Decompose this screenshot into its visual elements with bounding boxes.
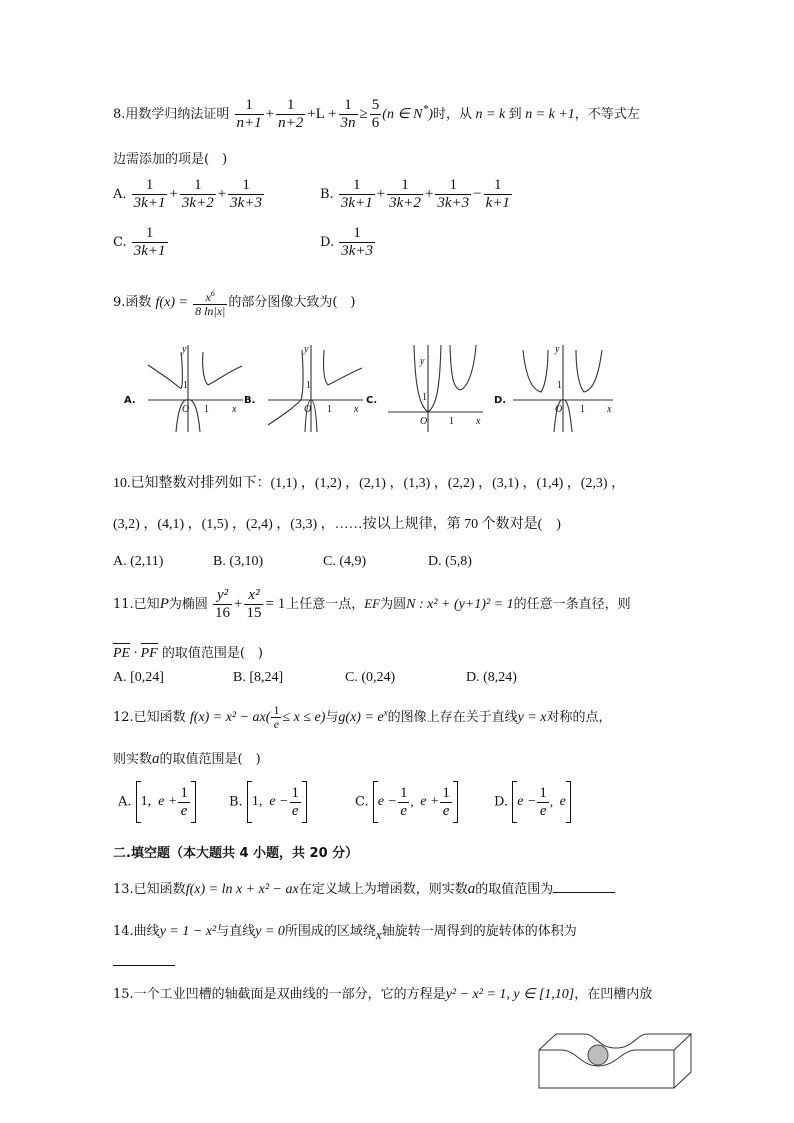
q10-line1: 10.已知整数对排列如下：(1,1) ，(1,2) ，(2,1) ，(1,3) ，(2,2) ，(3,1) ，(1,4) ，(2,3) ， xyxy=(113,476,626,491)
svg-text:O: O xyxy=(555,404,563,415)
q11-line2: PE · PF 的取值范围是( ) xyxy=(113,646,264,661)
q11-option-b: B. [8,24] xyxy=(233,670,284,685)
q10-option-d: D. (5,8) xyxy=(428,554,472,569)
svg-text:x: x xyxy=(476,416,481,427)
svg-text:1: 1 xyxy=(204,404,209,415)
q8-line2: 边需添加的项是( ) xyxy=(113,152,228,167)
svg-text:y: y xyxy=(420,356,425,367)
q9-stem: 9.函数 f(x) = $\frac{x^6}{8 \ln|x|}$ 的部分图像大致为( ) xyxy=(113,289,356,318)
graph-label-b: B. xyxy=(244,395,256,406)
q13: 13.已知函数f(x) = ln x + x² − ax在定义域上为增函数，则实数a的取值范围为 xyxy=(113,878,615,898)
frac-1-n2: $\frac{1}{n+2}$ xyxy=(278,97,304,131)
q10-option-b: B. (3,10) xyxy=(213,554,264,569)
q12-line2: 则实数a的取值范围是( ) xyxy=(113,751,261,767)
graph-label-c: C. xyxy=(366,395,378,406)
q8-option-c: C. $\frac{1}{3k+1}$ xyxy=(113,225,166,259)
svg-text:y: y xyxy=(304,344,309,355)
q8-line1: 8.用数学归纳法证明 $\frac{1}{n+1}$ + $\frac{1}{n+2}$ +L + $\frac{1}{3n}$ ≥ $\frac{5}{6}$ (n ∈ N*)时，从 n = k 到 n = k +1，不等式左 xyxy=(113,97,640,131)
q12-option-c: C. e − $\frac{1}{e}$ , e + $\frac{1}{e}$ xyxy=(355,781,458,823)
frac-1-n1: $\frac{1}{n+1}$ xyxy=(236,97,262,131)
section-heading: 二.填空题（本大题共 4 小题，共 20 分） xyxy=(113,846,359,861)
q14: 14.曲线y = 1 − x²与直线y = 0所围成的区域绕x轴旋转一周得到的旋转体的体积为 xyxy=(113,924,577,942)
svg-text:1: 1 xyxy=(306,380,311,391)
graph-label-d: D. xyxy=(494,395,507,406)
svg-text:y: y xyxy=(182,344,187,355)
svg-text:O: O xyxy=(304,404,312,415)
svg-text:1: 1 xyxy=(327,404,332,415)
svg-text:y: y xyxy=(555,344,560,355)
q11-option-d: D. (8,24) xyxy=(466,670,517,685)
svg-text:1: 1 xyxy=(449,416,454,427)
q12-option-d: D. e − $\frac{1}{e}$ , e xyxy=(494,781,571,823)
svg-text:1: 1 xyxy=(580,404,585,415)
q8-option-a: A. $\frac{1}{3k+1}$ + $\frac{1}{3k+2}$ + $\frac{1}{3k+3}$ xyxy=(113,177,262,211)
svg-text:x: x xyxy=(232,404,237,415)
q12-option-a: A. 1, e + $\frac{1}{e}$ xyxy=(118,781,196,823)
svg-text:O: O xyxy=(420,416,428,427)
svg-text:1: 1 xyxy=(557,380,562,391)
q10-line2: (3,2) ，(4,1) ，(1,5) ，(2,4) ，(3,3) ，……按以上规律，第 70 个数对是( ) xyxy=(113,517,561,532)
q15: 15.一个工业凹槽的轴截面是双曲线的一部分，它的方程是y² − x² = 1, y ∈ [1,10]，在凹槽内放 xyxy=(113,987,653,1002)
q10-option-a: A. (2,11) xyxy=(113,554,164,569)
svg-text:1: 1 xyxy=(183,380,188,391)
q10-option-c: C. (4,9) xyxy=(323,554,367,569)
svg-text:O: O xyxy=(182,404,190,415)
q11-line1: 11.已知P为椭圆 $\frac{\text{y²}}{16}$ + $\frac{\text{x²}}{15}$ = 1上任意一点，EF为圆N : x² + (y+1)² = 1的任意一条直径，则 xyxy=(113,587,631,621)
q8-option-b: B. $\frac{1}{3k+1}$ + $\frac{1}{3k+2}$ + $\frac{1}{3k+3}$ − $\frac{1}{k+1}$ xyxy=(320,177,510,211)
q9-graphs xyxy=(118,340,618,435)
svg-text:x: x xyxy=(354,404,359,415)
svg-text:x: x xyxy=(607,404,612,415)
frac-5-6: $\frac{5}{6}$ xyxy=(371,97,380,131)
q11-option-a: A. [0,24] xyxy=(113,670,164,685)
q12-line1: 12.已知函数 f(x) = x² − ax( $\frac{1}{e}$ ≤ x ≤ e)与$g(x) = e^x$的图像上存在关于直线y = x对称的点， xyxy=(113,703,612,731)
q12-option-b: B. 1, e − $\frac{1}{e}$ xyxy=(229,781,307,823)
graph-label-a: A. xyxy=(124,395,136,406)
q14-answer-blank xyxy=(113,962,175,966)
groove-figure xyxy=(536,1030,696,1092)
frac-1-3n: $\frac{1}{3n}$ xyxy=(340,97,356,131)
q8-option-d: D. $\frac{1}{3k+3}$ xyxy=(320,225,374,259)
svg-text:1: 1 xyxy=(422,392,427,403)
q11-option-c: C. (0,24) xyxy=(345,670,396,685)
